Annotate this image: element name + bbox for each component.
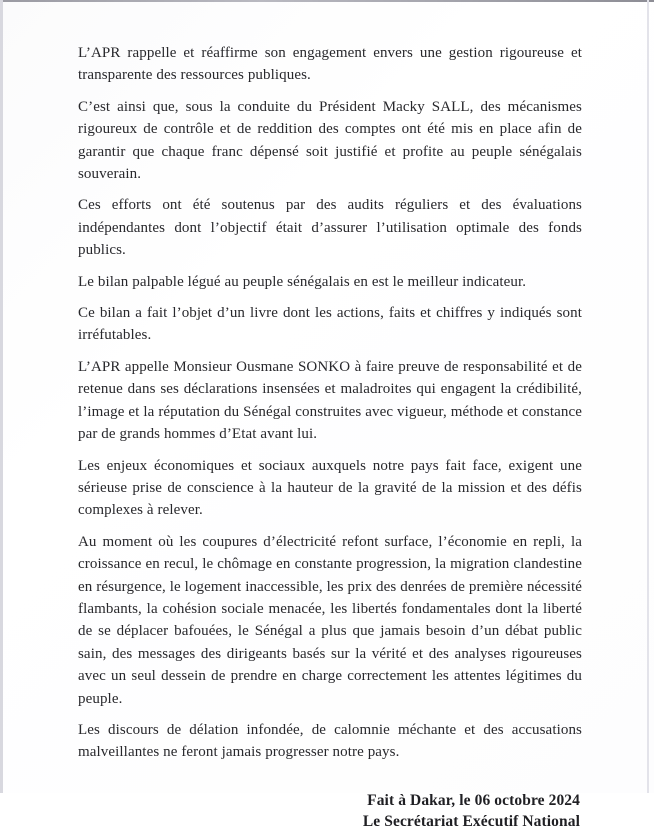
paragraph: Ces efforts ont été soutenus par des audits réguliers et des évaluations indépendantes dont l’objectif était d’assurer l’utilisation optimale des fonds publics. — [78, 197, 582, 259]
scan-edge-right — [647, 0, 649, 793]
document-body — [78, 42, 582, 832]
signature-block — [78, 790, 582, 832]
paragraph: Au moment où les coupures d’électricité refont surface, l’économie en repli, la croissance en recul, le chômage en constante progression, la migration clandestine en résurgence, le logement inaccessible, les prix des denrées de première nécessité flambants, la cohésion sociale menacée, les libertés fondamentales dont la liberté de se déplacer bafouées, le Sénégal a plus que jamais besoin d’un débat public sain, des messages des dirigeants basés sur la vérité et des analyses rigoureuses avec un seul dessein de prendre en charge correctement les attentes légitimes du peuple. — [78, 533, 582, 707]
signature-place-date: Fait à Dakar, le 06 octobre 2024 — [367, 791, 580, 809]
paragraph: L’APR rappelle et réaffirme son engagement envers une gestion rigoureuse et transparente des ressources publiques. — [78, 45, 582, 84]
paragraph: Les enjeux économiques et sociaux auxquels notre pays fait face, exigent une sérieuse prise de conscience à la hauteur de la gravité de la mission et des défis complexes à relever. — [78, 457, 582, 519]
scan-edge-left — [0, 0, 3, 793]
signature-signatory: Le Secrétariat Exécutif National — [362, 812, 580, 830]
paragraph: Ce bilan a fait l’objet d’un livre dont les actions, faits et chiffres y indiqués sont irréfutables. — [78, 305, 582, 344]
paragraph: Les discours de délation infondée, de calomnie méchante et des accusations malveillantes ne feront jamais progresser notre pays. — [78, 721, 582, 761]
paragraph: L’APR appelle Monsieur Ousmane SONKO à faire preuve de responsabilité et de retenue dans ses déclarations insensées et maladroites qui engagent la crédibilité, l’image et la réputation du Sénégal construites avec vigueur, méthode et constance par de grands hommes d’Etat avant lui. — [78, 358, 582, 443]
paragraph: Le bilan palpable légué au peuple sénégalais en est le meilleur indicateur. — [78, 273, 527, 290]
scan-edge-top — [0, 0, 654, 2]
paragraph: C’est ainsi que, sous la conduite du Président Macky SALL, des mécanismes rigoureux de contrôle et de reddition des comptes ont été mis en place afin de garantir que chaque franc dépensé soit justifié et profite au peuple sénégalais souverain. — [78, 98, 582, 183]
